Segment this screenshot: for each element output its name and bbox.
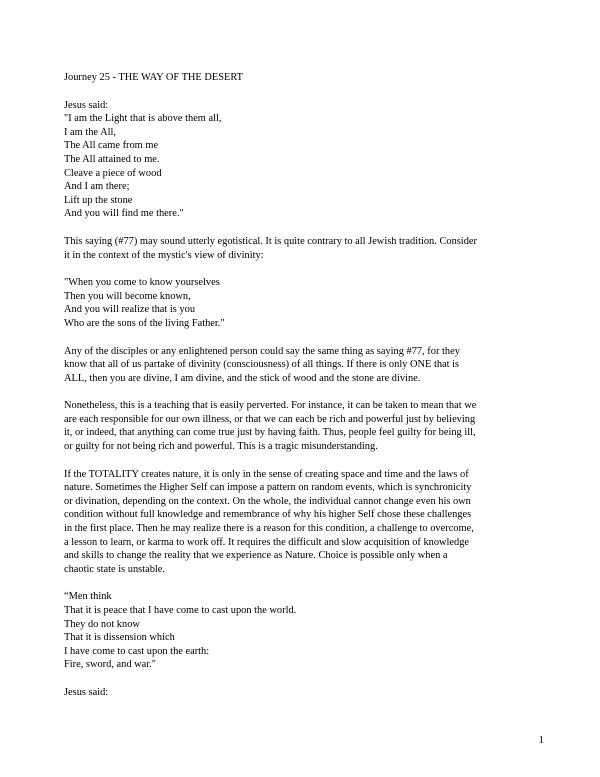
text-line: Cleave a piece of wood [64, 167, 162, 179]
text-line: "I am the Light that is above them all, [64, 113, 222, 125]
text-line: are each responsible for our own illness, or that we can each be rich and powerful just by believing [64, 413, 476, 425]
paragraph-gap [64, 221, 564, 235]
text-line: in the first place. Then he may realize there is a reason for this condition, a challenge to overcome, [64, 523, 474, 535]
text-line: And you will realize that is you [64, 304, 196, 316]
quote-block-2 [64, 276, 564, 330]
text-line: "When you come to know yourselves [64, 277, 220, 289]
quote-block-1 [64, 99, 564, 221]
text-line: Nonetheless, this is a teaching that is easily perverted. For instance, it can be taken to mean that we [64, 400, 477, 412]
text-line: Jesus said: [64, 99, 109, 111]
text-line: it, or indeed, that anything can come true just by having faith. Thus, people feel guilty for being ill, [64, 427, 476, 439]
paragraph-nonetheless [64, 399, 564, 453]
paragraph-gap [64, 576, 564, 590]
text-line: They do not know [64, 618, 140, 630]
text-line: or guilty for not being rich and powerful. This is a tragic misunderstanding. [64, 441, 378, 453]
text-line: know that all of us partake of divinity (consciousness) of all things. If there is only ONE that is [64, 359, 460, 371]
text-line: I am the All, [64, 126, 116, 138]
text-line: nature. Sometimes the Higher Self can impose a pattern on random events, which is synchronicity [64, 482, 472, 494]
paragraph-gap [64, 262, 564, 276]
paragraph-gap [64, 331, 564, 345]
text-line: Fire, sword, and war." [64, 659, 156, 671]
text-line: or divination, depending on the context. On the whole, the individual cannot change even his own [64, 495, 471, 507]
text-line: condition without full knowledge and remembrance of why his higher Self chose these challenges [64, 509, 472, 521]
paragraph-gap [64, 672, 564, 686]
text-line: And you will find me there." [64, 208, 184, 220]
text-line: The All attained to me. [64, 153, 160, 165]
paragraph-gap [64, 385, 564, 399]
text-line: I have come to cast upon the earth: [64, 645, 210, 657]
paragraph-disciples [64, 345, 564, 386]
text-line: ALL, then you are divine, I am divine, and the stick of wood and the stone are divine. [64, 372, 421, 384]
paragraph-totality [64, 468, 564, 577]
text-line: a lesson to learn, or karma to work off. It requires the difficult and slow acquisition of knowledge [64, 536, 470, 548]
text-line: “Men think [64, 591, 112, 603]
text-line: it in the context of the mystic's view of divinity: [64, 249, 264, 261]
text-line: Jesus said: [64, 686, 109, 698]
text-line: and skills to change the reality that we experience as Nature. Choice is possible only when a [64, 550, 448, 562]
page-number: 1 [538, 734, 544, 746]
text-line: Who are the sons of the living Father." [64, 317, 225, 329]
closing-line [64, 686, 564, 700]
document-page [64, 71, 564, 700]
quote-block-3 [64, 590, 564, 672]
text-line: Any of the disciples or any enlightened person could say the same thing as saying #77, for they [64, 345, 460, 357]
text-line: Then you will become known, [64, 290, 191, 302]
text-line: Lift up the stone [64, 194, 133, 206]
text-line: This saying (#77) may sound utterly egotistical. It is quite contrary to all Jewish tradition. Consider [64, 235, 477, 247]
paragraph-gap [64, 85, 564, 99]
text-line: chaotic state is unstable. [64, 563, 165, 575]
document-title: Journey 25 - THE WAY OF THE DESERT [64, 72, 243, 83]
text-line: If the TOTALITY creates nature, it is only in the sense of creating space and time and the laws of [64, 468, 469, 480]
text-line: That it is peace that I have come to cast upon the world. [64, 605, 297, 616]
text-line: And I am there; [64, 181, 130, 193]
text-line: That it is dissension which [64, 632, 175, 644]
text-line: The All came from me [64, 140, 159, 152]
paragraph-saying-77 [64, 235, 564, 262]
paragraph-gap [64, 454, 564, 468]
